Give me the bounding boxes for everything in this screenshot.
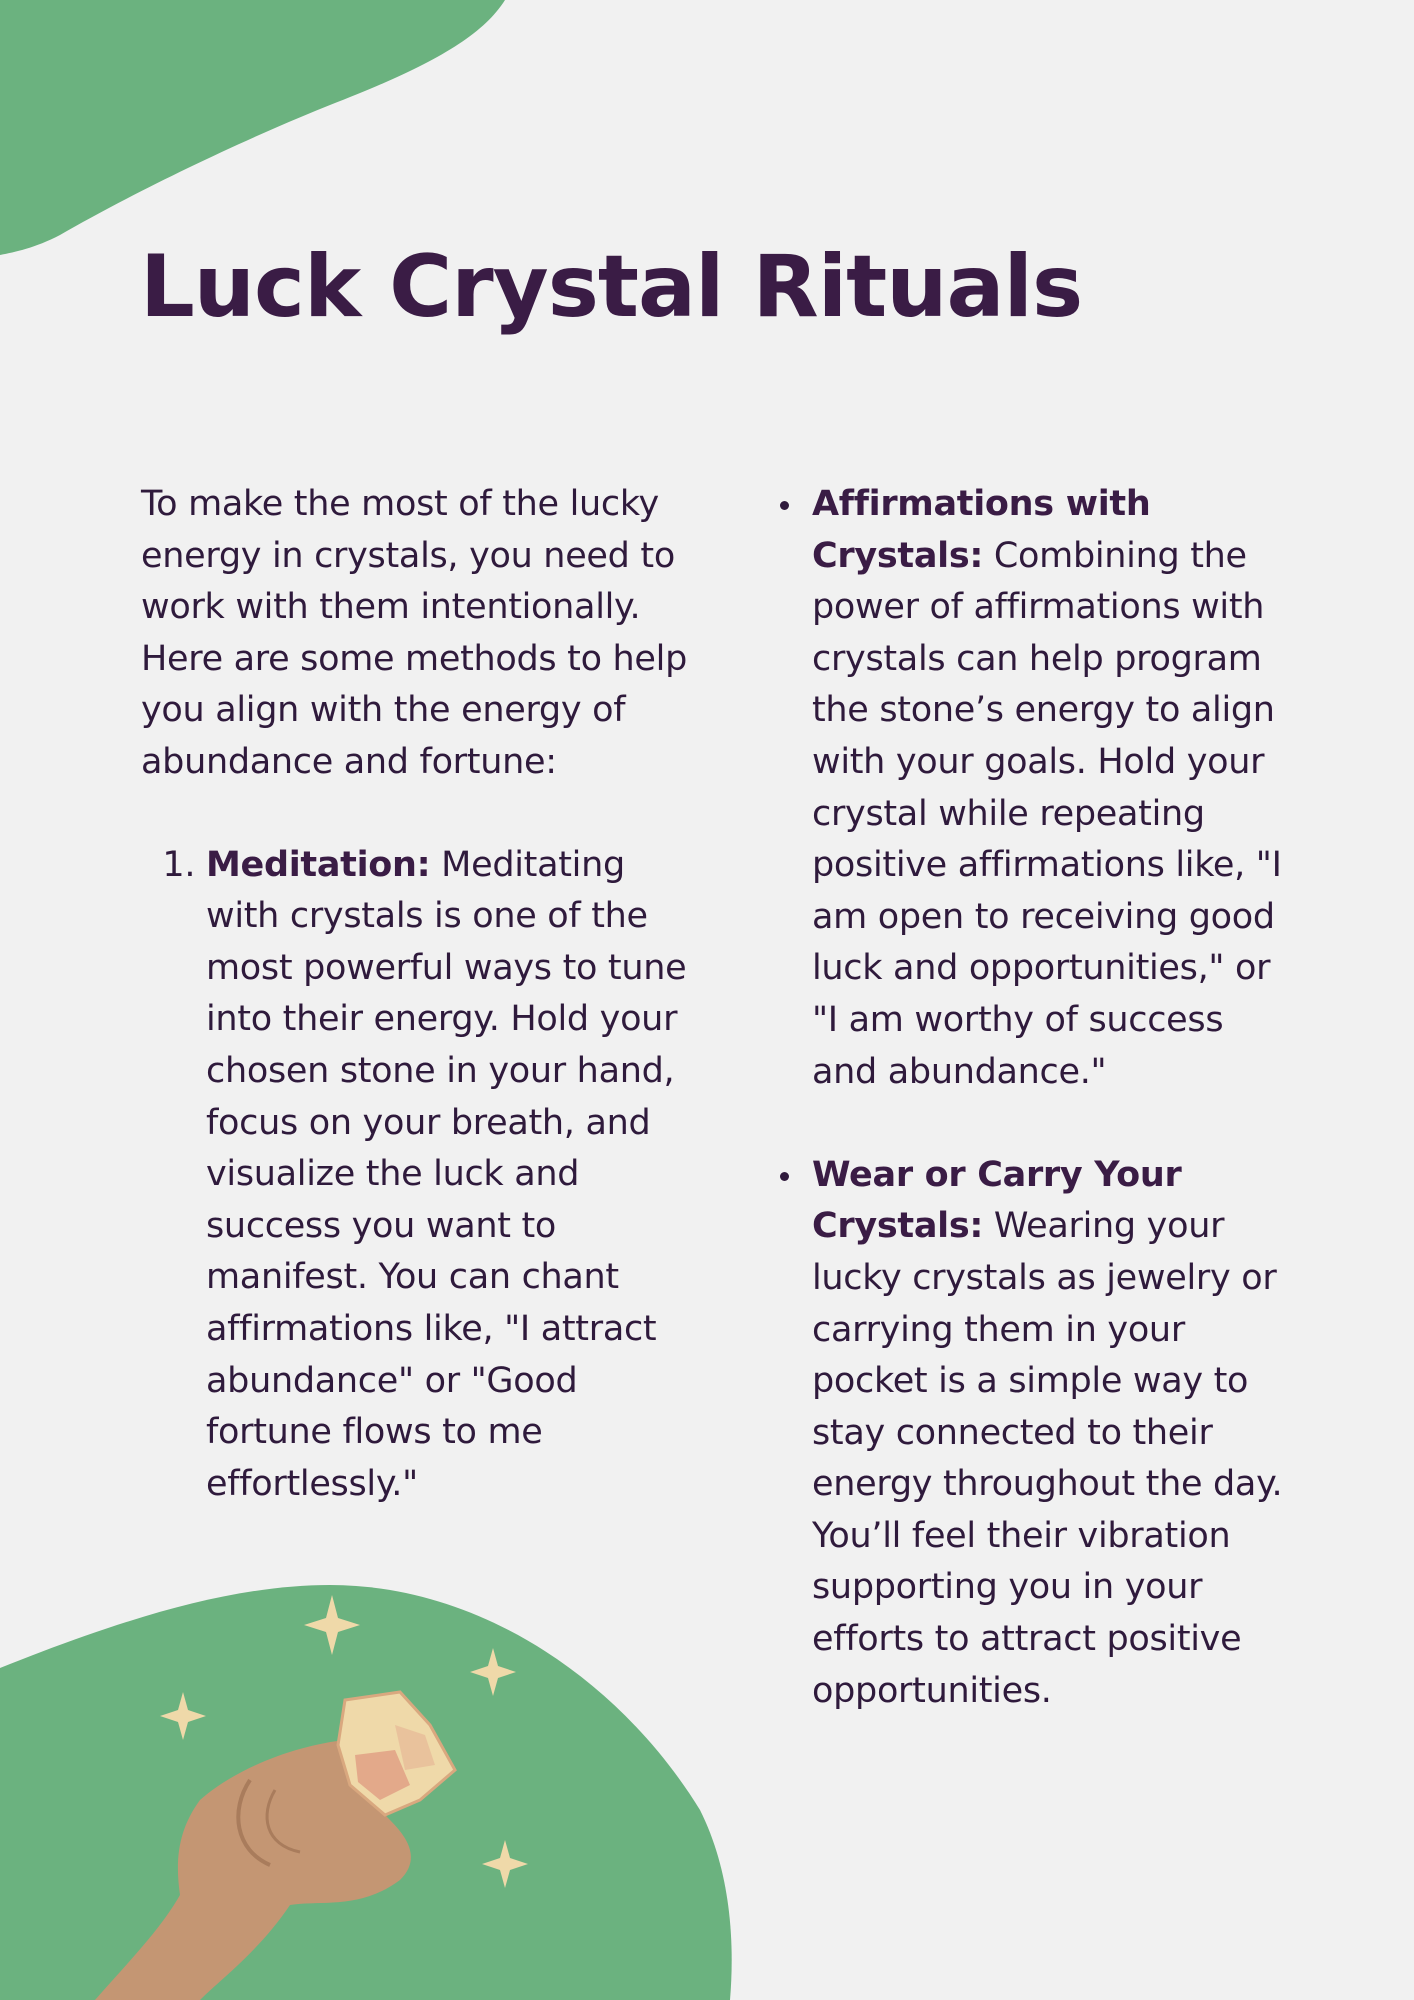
intro-paragraph: To make the most of the lucky energy in crystals, you need to work with them intentionally. Here are some methods to help you align with the energy of abundance and fortune: (141, 484, 688, 782)
bullet-list (776, 479, 1286, 1717)
list-item-wear-carry: Wear or Carry Your Crystals: Wearing your lucky crystals as jewelry or carrying them in your pocket is a simple way to stay connected to their energy throughout the day. You’ll feel their vibration supporting you in your efforts to attract positive opportunities. (812, 1150, 1286, 1718)
numbered-list (141, 840, 701, 1511)
right-column (776, 479, 1286, 1769)
list-item-affirmations: Affirmations with Crystals: Combining the power of affirmations with crystals can help program the stone’s energy to align with your goals. Hold your crystal while repeating positive affirmations like, "I am open to receiving good luck and opportunities," or "I am worthy of success and abundance." (812, 479, 1286, 1098)
left-column (141, 479, 701, 1510)
list-item-meditation: 1. Meditation: Meditating with crystals is one of the most powerful ways to tune into their energy. Hold your chosen stone in your hand, focus on your breath, and visualize the luck and success you want to manifest. You can chant affirmations like, "I attract abundance" or "Good fortune flows to me effortlessly." (206, 840, 701, 1511)
page-title: Luck Crystal Rituals (140, 237, 1083, 337)
top-left-green-blob (0, 0, 520, 260)
crystal-hand-illustration (0, 1560, 760, 2000)
